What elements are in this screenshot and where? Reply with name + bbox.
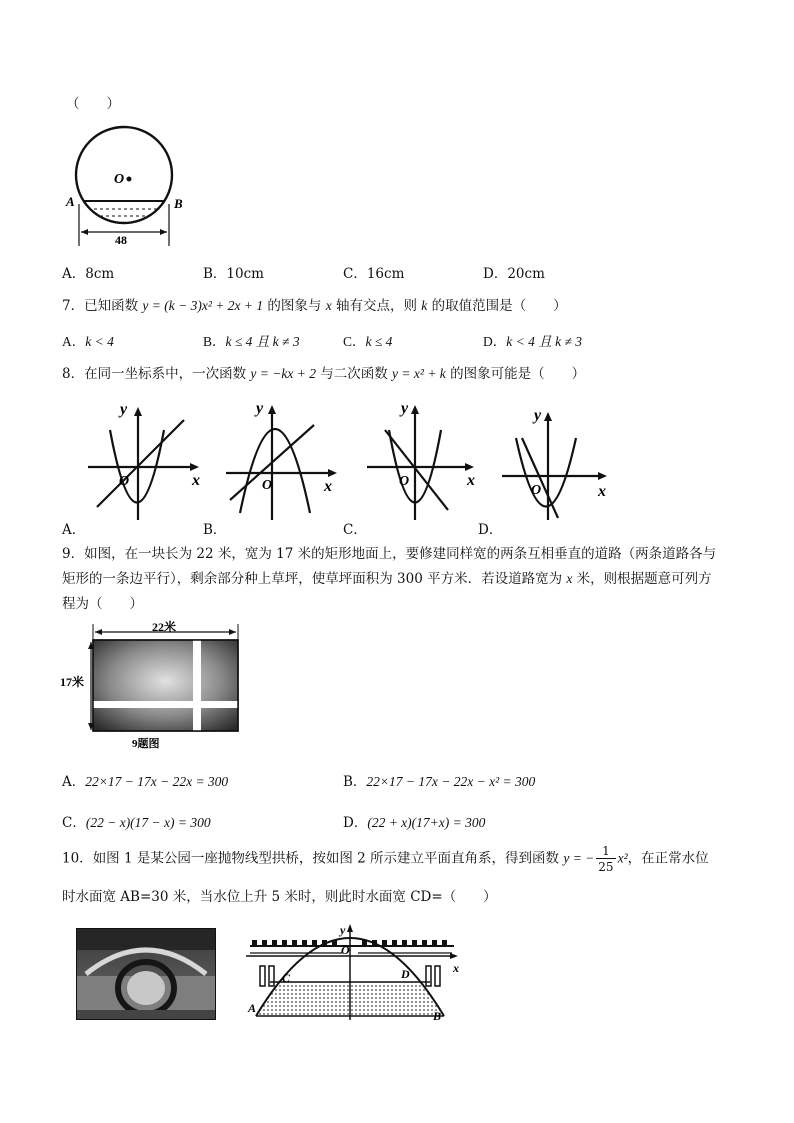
- q6-figure: [62, 120, 192, 250]
- q9-option-c[interactable]: C．(22 − x)(17 − x) = 300: [62, 815, 211, 831]
- q9-option-a[interactable]: A．22×17 − 17x − 22x = 300: [62, 774, 229, 790]
- q8-option-b[interactable]: B．: [203, 522, 227, 538]
- y-label: y: [534, 407, 542, 424]
- x-label: x: [324, 478, 332, 495]
- arrow-head: [229, 629, 236, 635]
- arrow-head: [465, 463, 474, 471]
- arch-opening: [127, 971, 165, 1005]
- x-label: x: [192, 472, 200, 489]
- arrow-head: [544, 412, 552, 421]
- arrow-head: [190, 463, 199, 471]
- width-label: 48: [115, 233, 127, 247]
- figure-caption: 9题图: [132, 738, 160, 750]
- origin-label: O: [341, 943, 350, 957]
- q8-graph-d: [498, 400, 623, 530]
- road-horizontal: [93, 701, 238, 708]
- arrow-head: [347, 924, 353, 932]
- y-label: y: [401, 400, 409, 417]
- arrow-head: [134, 407, 142, 416]
- x-label: x: [598, 483, 606, 500]
- q8-graph-b: [222, 395, 347, 525]
- width-label: 17米: [60, 675, 85, 689]
- q8-graph-a: [82, 395, 207, 525]
- length-label: 22米: [152, 620, 177, 634]
- point-d-label: D: [401, 967, 410, 981]
- q8-option-c[interactable]: C．: [343, 522, 367, 538]
- arrow-head: [328, 469, 337, 477]
- point-a-label: A: [248, 1001, 257, 1015]
- q6-option-b[interactable]: B．10cm: [203, 266, 264, 282]
- x-label: x: [467, 472, 475, 489]
- origin-label: O: [262, 478, 273, 493]
- origin-label: O: [399, 474, 410, 489]
- q9-stem-line2: 矩形的一条边平行），剩余部分种上草坪，使草坪面积为 300 平方米．若设道路宽为 x 米，则根据题意可列方: [62, 571, 712, 587]
- center-label: O: [114, 172, 125, 187]
- y-label: y: [340, 923, 346, 937]
- arrow-head: [450, 953, 458, 959]
- q7-stem: 7．已知函数 y = (k − 3)x² + 2x + 1 的图象与 x 轴有交点，则 k 的取值范围是（ ）: [62, 298, 567, 314]
- fraction: $\frac{1}{25}$: [598, 844, 614, 874]
- arrow-head: [268, 405, 276, 414]
- q9-stem-line3: 程为（ ）: [62, 596, 143, 612]
- arrow-head: [95, 629, 102, 635]
- q9-option-d[interactable]: D．(22 + x)(17+x) = 300: [343, 815, 486, 831]
- q7-option-d[interactable]: D．k < 4 且 k ≠ 3: [483, 334, 583, 349]
- q8-option-a[interactable]: A．: [62, 522, 86, 538]
- q6-option-d[interactable]: D．20cm: [483, 266, 545, 282]
- point-b-label: B: [174, 196, 183, 211]
- q6-option-c[interactable]: C．16cm: [343, 266, 405, 282]
- parabola-curve: [240, 429, 310, 513]
- q8-option-d[interactable]: D．: [478, 522, 503, 538]
- y-label: y: [256, 400, 264, 417]
- y-label: y: [120, 401, 128, 418]
- q10-stem-line2: 时水面宽 AB=30 米，当水位上升 5 米时，则此时水面宽 CD=（ ）: [62, 889, 497, 905]
- origin-label: O: [531, 483, 542, 498]
- q7-option-a[interactable]: A．k < 4: [62, 334, 114, 349]
- trees: [76, 928, 216, 950]
- arrow-head: [160, 229, 167, 235]
- bridge-photo: [76, 928, 216, 1020]
- parabola-curve: [516, 438, 576, 507]
- x-label: x: [453, 961, 459, 975]
- center-dot: [127, 177, 132, 182]
- q9-figure: [60, 620, 245, 750]
- q10-stem-line1: 10．如图 1 是某公园一座抛物线型拱桥，按如图 2 所示建立平面直角系，得到函数 y = − $\frac{1}{25}$ x²，在正常水位: [62, 844, 709, 874]
- q6-option-a[interactable]: A．8cm: [62, 266, 115, 282]
- shore: [76, 1010, 216, 1020]
- q8-stem: 8．在同一坐标系中，一次函数 y = −kx + 2 与二次函数 y = x² + k 的图象可能是（ ）: [62, 366, 586, 382]
- point-a-label: A: [66, 194, 75, 209]
- answer-paren: （ ）: [66, 96, 120, 112]
- q9-stem-line1: 9．如图，在一块长为 22 米，宽为 17 米的矩形地面上，要修建同样宽的两条互相垂直的道路（两条道路各与: [62, 546, 717, 562]
- point-c-label: C: [282, 971, 291, 985]
- bridge-diagram: [246, 920, 466, 1020]
- lawn-rect: [93, 640, 238, 731]
- arrow-head: [598, 472, 607, 480]
- q7-option-c[interactable]: C．k ≤ 4: [343, 334, 393, 349]
- point-b-label: B: [433, 1009, 442, 1020]
- origin-label: O: [119, 474, 130, 489]
- q9-option-b[interactable]: B．22×17 − 17x − 22x − x² = 300: [343, 774, 536, 790]
- q8-graph-c: [363, 395, 488, 525]
- arrow-head: [81, 229, 88, 235]
- road-vertical: [193, 640, 201, 731]
- arrow-head: [411, 405, 419, 414]
- q7-option-b[interactable]: B．k ≤ 4 且 k ≠ 3: [203, 334, 300, 349]
